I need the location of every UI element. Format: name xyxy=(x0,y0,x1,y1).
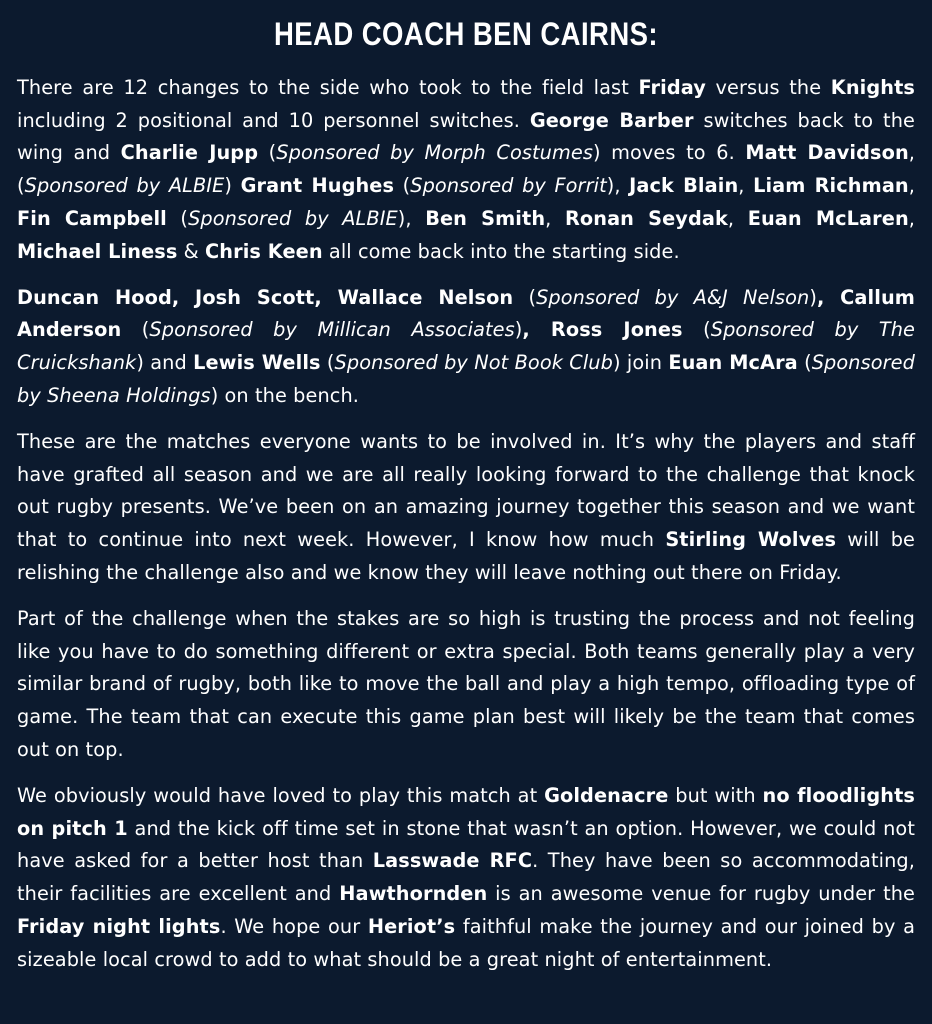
bold-text: Euan McAra xyxy=(668,351,798,375)
text-run: , xyxy=(908,174,915,198)
italic-text: Sponsored by ALBIE xyxy=(188,206,398,230)
bold-text: no floodlights on pitch 1 xyxy=(17,784,915,840)
text-run: . They have been so accommodating, their facilities are excellent and xyxy=(17,849,915,906)
article-body xyxy=(17,72,915,976)
text-run: , xyxy=(727,206,748,230)
bold-text: Liam Richman xyxy=(753,174,909,198)
text-run: will be relishing the challenge also and we know they will leave nothing out there on Friday. xyxy=(17,528,916,584)
text-run: ) moves to 6. xyxy=(592,141,746,165)
bold-text: Friday night lights xyxy=(17,914,221,938)
bold-text: George Barber xyxy=(529,108,694,132)
bold-text: Heriot’s xyxy=(367,914,456,938)
bold-text: Lasswade RFC xyxy=(372,849,533,873)
text-run: all come back into the starting side. xyxy=(322,239,680,263)
bold-text: Chris Keen xyxy=(205,239,323,263)
text-run: , xyxy=(738,174,754,198)
text-run: ) and xyxy=(136,351,194,375)
text-run: We obviously would have loved to play this match at xyxy=(17,784,545,808)
text-run: . We hope our xyxy=(220,914,368,938)
text-run: ( xyxy=(258,141,277,165)
text-run: ), xyxy=(606,174,630,198)
bold-text: Knights xyxy=(830,76,915,99)
paragraph xyxy=(17,282,915,413)
text-run: These are the matches everyone wants to be involved in. It’s why the players and staff have grafted all season and we are all really looking forward to the challenge that knock out rugby presents. We’ve been on an amazing journey together this season and we want that to continue into next week. However, I know how much xyxy=(17,430,915,552)
text-run: ( xyxy=(320,351,335,375)
bold-text: , Ross Jones xyxy=(522,318,683,342)
italic-text: Sponsored by Millican Associates xyxy=(149,318,515,342)
bold-text: Euan McLaren xyxy=(747,206,909,230)
bold-text: Ronan Seydak xyxy=(564,206,728,230)
text-run: switches back to the wing and xyxy=(17,108,915,165)
text-run: versus the xyxy=(705,76,831,99)
paragraph xyxy=(17,426,915,590)
italic-text: Sponsored by Sheena Holdings xyxy=(17,351,915,407)
text-run: ( xyxy=(166,206,189,230)
bold-text: Friday xyxy=(638,76,706,99)
text-run: ) on the bench. xyxy=(210,383,360,407)
bold-text: Charlie Jupp xyxy=(120,141,259,165)
text-run: and the kick off time set in stone that wasn’t an option. However, we could not have asked for a better host than xyxy=(17,816,915,873)
italic-text: Sponsored by A&J Nelson xyxy=(536,285,810,309)
page-title: HEAD COACH BEN CAIRNS: xyxy=(273,16,659,52)
italic-text: Sponsored by Morph Costumes xyxy=(276,141,593,165)
italic-text: Sponsored by Forrit xyxy=(410,174,607,198)
bold-text: Lewis Wells xyxy=(193,351,321,375)
bold-text: , Callum Anderson xyxy=(17,285,915,342)
paragraph xyxy=(17,780,915,976)
bold-text: Hawthornden xyxy=(339,882,488,906)
italic-text: Sponsored by The Cruickshank xyxy=(17,318,915,375)
text-run: , xyxy=(908,206,916,230)
bold-text: Michael Liness xyxy=(17,239,178,263)
text-run: ) xyxy=(224,174,241,198)
text-run: ) xyxy=(514,318,523,342)
bold-text: Matt Davidson xyxy=(745,141,909,165)
text-run: is an awesome venue for rugby under the xyxy=(487,882,916,906)
bold-text: Goldenacre xyxy=(544,784,669,808)
text-run: ( xyxy=(513,285,537,309)
paragraph xyxy=(17,72,915,268)
text-run: ( xyxy=(682,318,711,342)
text-run: Part of the challenge when the stakes are so high is trusting the process and not feeling like you have to do something different or extra special. Both teams generally play a very similar brand of rugby, both like to move the ball and play a high tempo, offloading type of game. The team that can execute this game plan best will likely be the team that comes out on top. xyxy=(17,607,915,761)
bold-text: Fin Campbell xyxy=(17,206,167,230)
text-run: ) xyxy=(809,285,817,309)
paragraph xyxy=(17,603,915,767)
text-run: including 2 positional and 10 personnel switches. xyxy=(17,108,530,132)
bold-text: Jack Blain xyxy=(629,174,739,198)
text-run: , ( xyxy=(17,141,916,198)
text-run: ( xyxy=(797,351,812,375)
text-run: ( xyxy=(121,318,150,342)
text-run: There are 12 changes to the side who took to the field last xyxy=(17,76,639,99)
text-run: & xyxy=(177,239,206,263)
italic-text: Sponsored by Not Book Club xyxy=(334,351,613,375)
text-run: ) join xyxy=(612,351,669,375)
bold-text: Duncan Hood, Josh Scott, Wallace Nelson xyxy=(17,285,514,309)
bold-text: Ben Smith xyxy=(425,206,546,230)
bold-text: Grant Hughes xyxy=(240,174,395,198)
italic-text: Sponsored by ALBIE xyxy=(24,174,225,198)
text-run: , xyxy=(545,206,565,230)
text-run: but with xyxy=(668,784,763,808)
text-run: ( xyxy=(394,174,411,198)
text-run: ), xyxy=(397,206,426,230)
text-run: faithful make the journey and our joined by a sizeable local crowd to add to what should be a great night of entertainment. xyxy=(17,914,915,971)
bold-text: Stirling Wolves xyxy=(665,528,837,552)
